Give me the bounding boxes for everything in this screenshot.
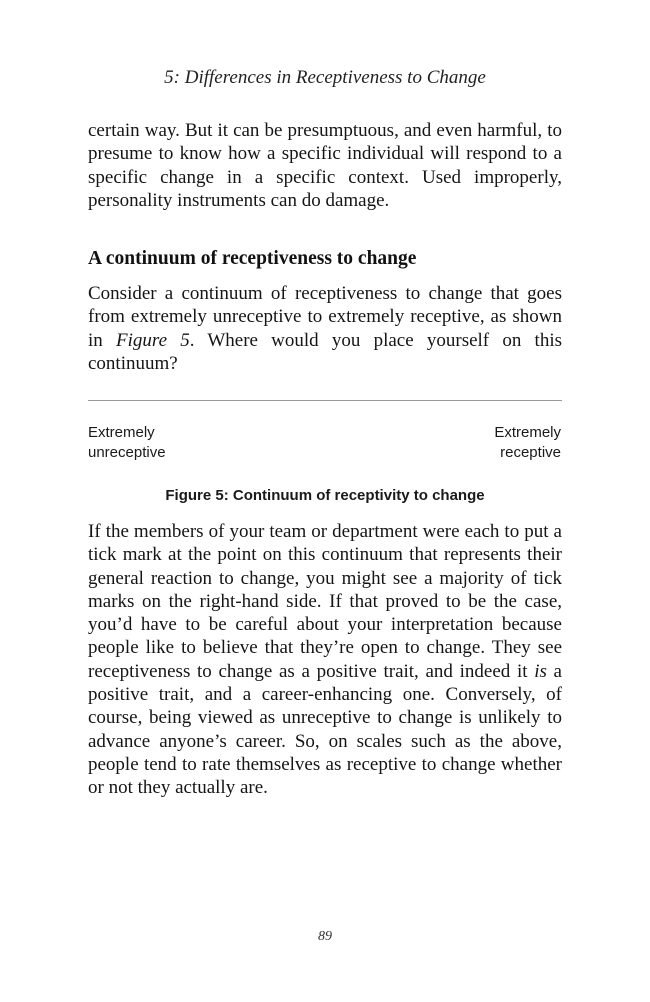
right-label-line-2: receptive bbox=[500, 444, 561, 461]
left-label-line-2: unreceptive bbox=[88, 444, 166, 461]
figure-caption: Figure 5: Continuum of receptivity to change bbox=[165, 487, 485, 504]
paragraph-3-text-a: If the members of your team or department were each to put a tick mark at the point on this continuum that represents their general reaction to change, you might see a majority of tick marks on the right-hand side. If that proved to be the case, you’d have to be careful about your interpretation because people like to believe that they’re open to change. They see receptiveness to change as a positive trait, and indeed it bbox=[88, 521, 562, 682]
continuum-line bbox=[88, 400, 562, 401]
paragraph-3 bbox=[88, 520, 562, 800]
continuum-right-label bbox=[494, 423, 561, 463]
figure-reference: Figure 5 bbox=[116, 329, 190, 351]
paragraph-1: certain way. But it can be presumptuous, and even harmful, to presume to know how a specific individual will respond to a specific change in a specific context. Used improperly, personality instruments can do damage. bbox=[88, 120, 562, 211]
paragraph-2-text-b: . Where would you place yourself on this continuum? bbox=[88, 329, 563, 374]
paragraph-2 bbox=[88, 282, 562, 375]
emphasis-is: is bbox=[534, 660, 547, 682]
paragraph-2-text-a: Consider a continuum of receptiveness to change that goes from extremely unreceptive to extremely receptive, as shown in bbox=[88, 283, 562, 351]
section-heading: A continuum of receptiveness to change bbox=[88, 248, 417, 269]
continuum-left-label bbox=[88, 423, 166, 463]
paragraph-3-text-b: a positive trait, and a career-enhancing one. Conversely, of course, being viewed as unreceptive to change is unlikely to advance anyone’s career. So, on scales such as the above, people tend to rate themselves as receptive to change whether or not they actually are. bbox=[88, 660, 562, 799]
left-label-line-1: Extremely bbox=[88, 424, 155, 441]
running-head: 5: Differences in Receptiveness to Change bbox=[164, 67, 486, 88]
right-label-line-1: Extremely bbox=[494, 424, 561, 441]
page-number: 89 bbox=[318, 929, 332, 944]
